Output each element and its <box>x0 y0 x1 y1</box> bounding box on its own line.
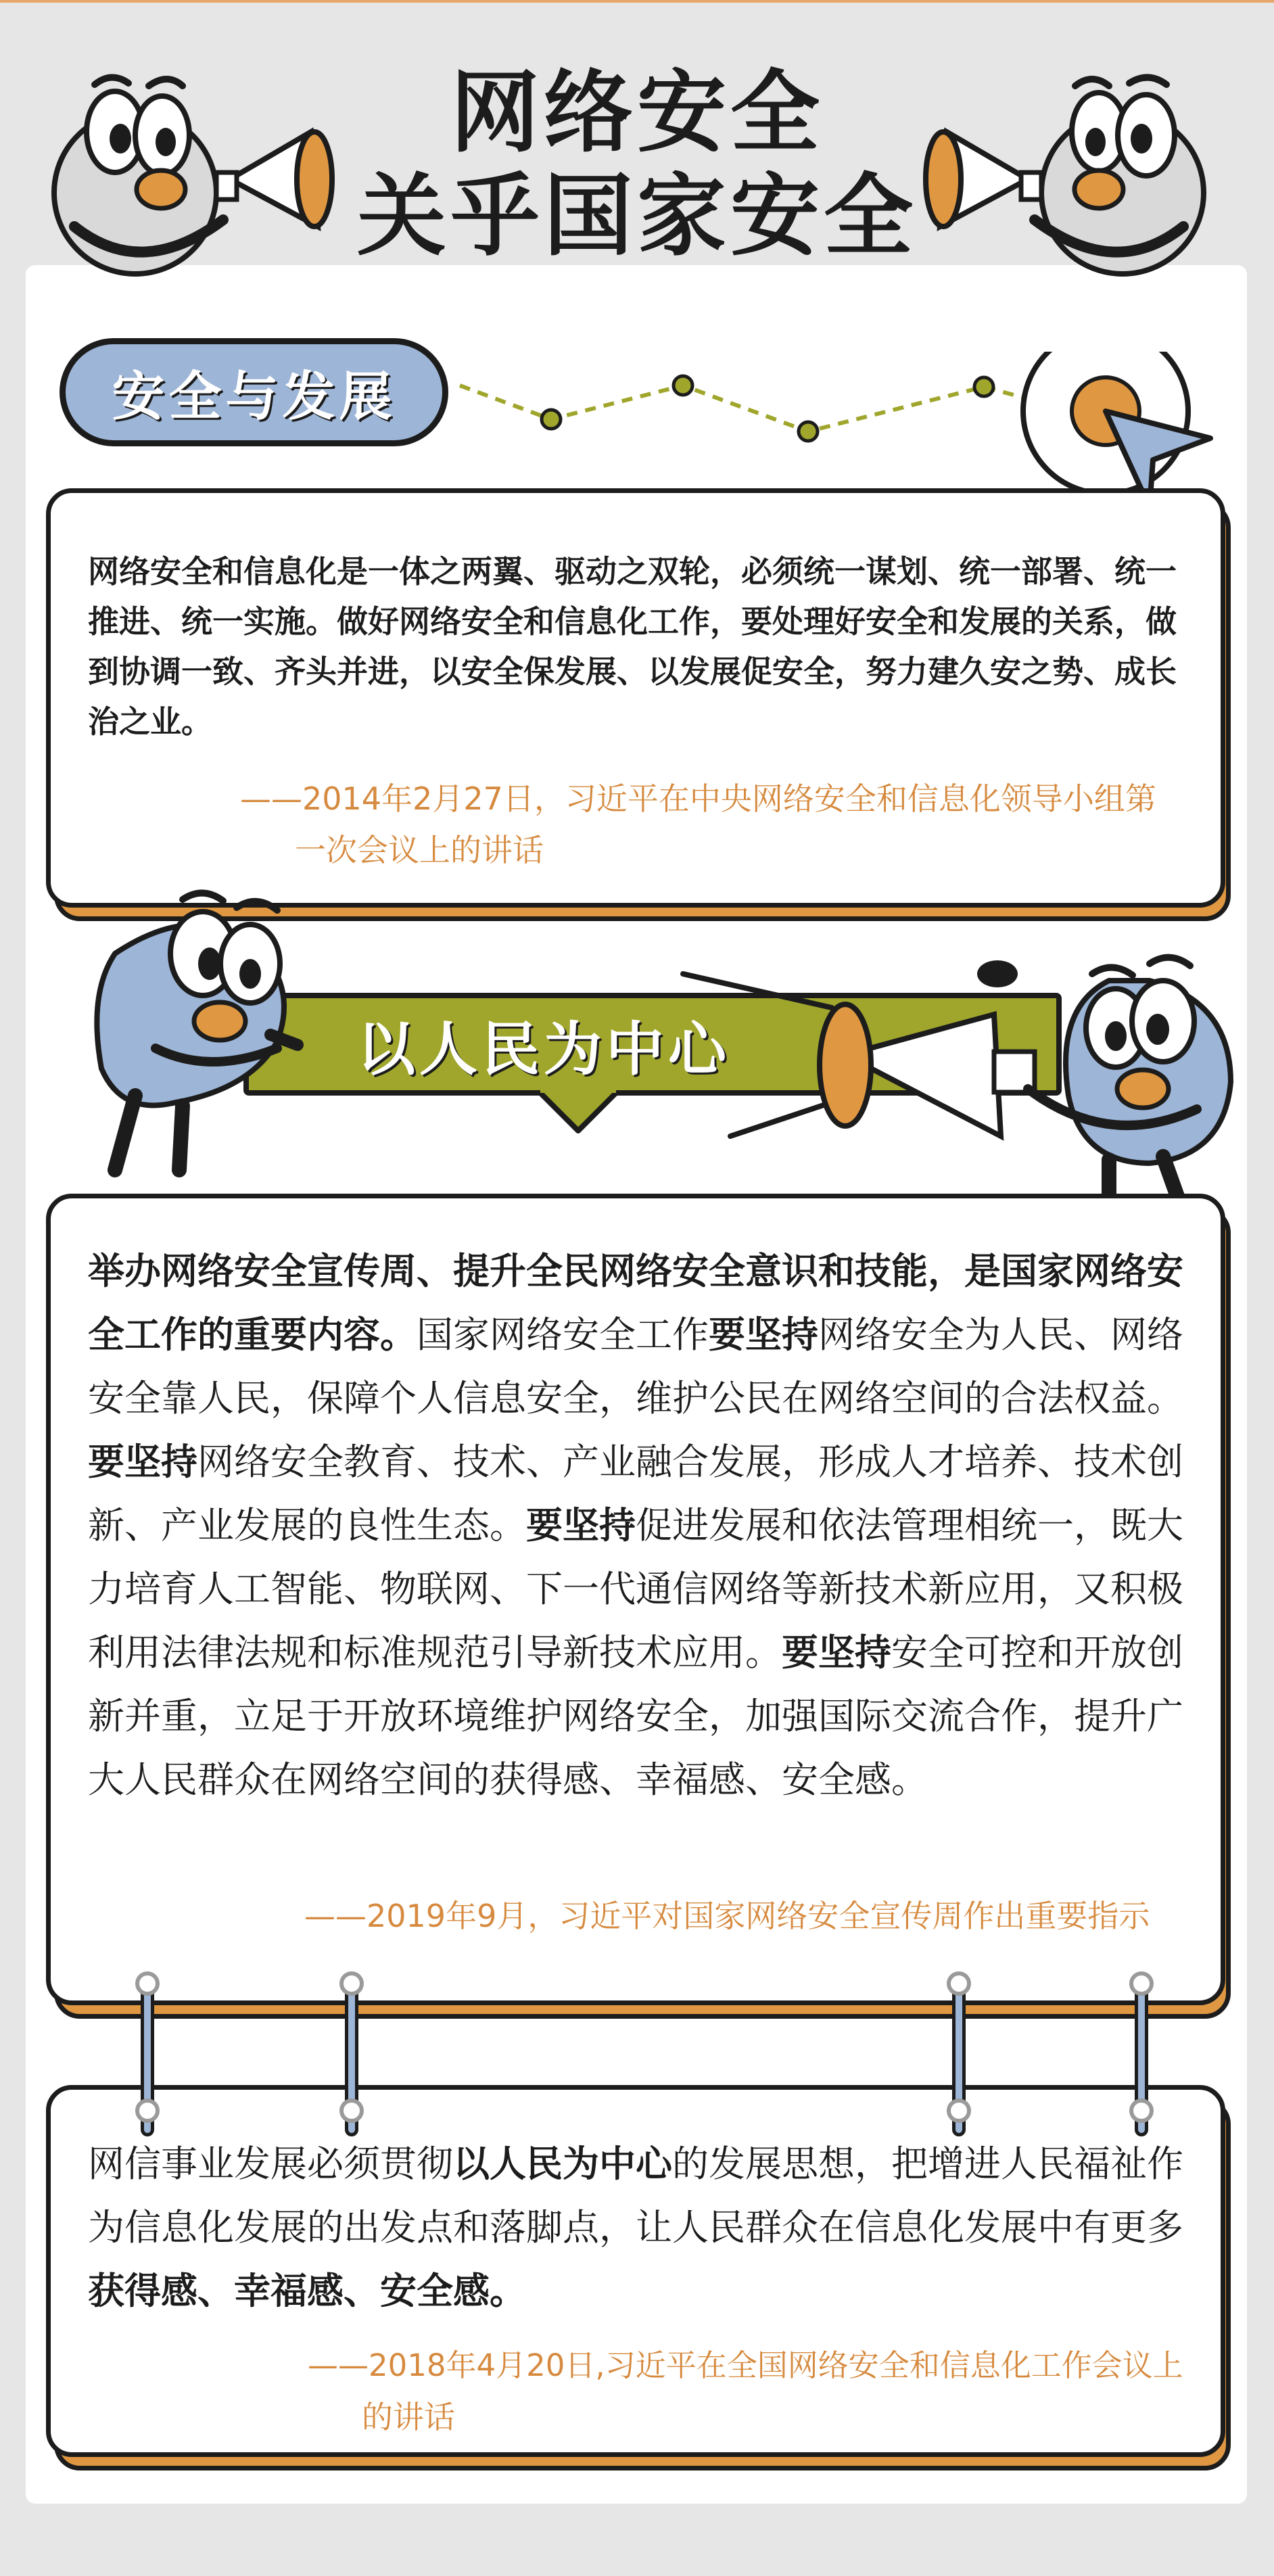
quote-source-1-line-1: ——2014年2月27日，习近平在中央网络安全和信息化领导小组第 <box>240 780 1156 817</box>
quote-source-2: ——2019年9月，习近平对国家网络安全宣传周作出重要指示 <box>304 1898 1150 1934</box>
quote-people-centered <box>88 1240 1190 1812</box>
mascot-mid-right-illustration <box>676 933 1258 1217</box>
binder-ring-2 <box>339 1971 364 2174</box>
quote-3-bold-1: 以人民为中心 <box>453 2142 672 2185</box>
quote-2-bold-4: 要坚持 <box>526 1504 636 1547</box>
binder-ring-hole-top <box>947 1971 971 1996</box>
quote-2-text-2: 网络安全为人民、网络安全靠人民，保障个人信息安全，维护公民在网络空间的合法权益。 <box>88 1313 1183 1420</box>
binder-ring-hole-top <box>1129 1971 1154 1996</box>
quote-2-text-4: 促进发展和依法管理相统一，既大力培育人工智能、物联网、下一代通信网络等新技术新应用，又积极利用法律法规和标准规范引导新技术应用。 <box>88 1504 1183 1674</box>
mascot-top-left-illustration <box>47 57 338 274</box>
top-accent-line <box>0 0 1274 3</box>
page-title-line-2: 关乎国家安全 <box>357 164 917 268</box>
quote-source-3-line-2: 的讲话 <box>362 2399 455 2435</box>
quote-2-bold-1: 举办网络安全宣传周、提升全民网络安全意识和技能，是国家网络安全工作的重要内容。 <box>88 1250 1183 1356</box>
quote-source-1-line-2: 一次会议上的讲话 <box>295 832 544 868</box>
quote-people-centered-development <box>88 2132 1190 2323</box>
quote-2-bold-3: 要坚持 <box>88 1441 197 1483</box>
binder-ring-hole-bottom <box>1129 2099 1154 2123</box>
mascot-mid-left-illustration <box>74 872 318 1197</box>
quote-3-text-1: 网信事业发展必须贯彻 <box>88 2142 453 2185</box>
quote-3-text-2: 的发展思想，把增进人民福祉作为信息化发展的出发点和落脚点，让人民群众在信息化发展中有更多 <box>88 2142 1183 2249</box>
binder-ring-hole-bottom <box>135 2099 160 2123</box>
quote-2-bold-2: 要坚持 <box>709 1313 818 1356</box>
binder-ring-hole-top <box>135 1971 160 1996</box>
binder-ring-1 <box>135 1971 160 2174</box>
banner-pointer <box>538 1090 619 1138</box>
decorative-zigzag-target <box>446 352 1244 507</box>
mascot-top-right-illustration <box>920 57 1210 274</box>
quote-source-3-line-1: ——2018年4月20日,习近平在全国网络安全和信息化工作会议上 <box>308 2347 1183 2383</box>
binder-ring-3 <box>947 1971 971 2174</box>
section-label-text: 安全与发展 <box>112 367 396 427</box>
quote-2-bold-5: 要坚持 <box>782 1631 891 1674</box>
binder-ring-4 <box>1129 1971 1154 2174</box>
quote-2-text-5: 安全可控和开放创新并重，立足于开放环境维护网络安全，加强国际交流合作，提升广大人民群众在网络空间的获得感、幸福感、安全感。 <box>88 1631 1183 1801</box>
binder-ring-hole-bottom <box>947 2099 971 2123</box>
quote-2-text-3: 网络安全教育、技术、产业融合发展，形成人才培养、技术创新、产业发展的良性生态。 <box>88 1441 1183 1547</box>
section-label-security-development <box>60 338 448 446</box>
quote-2-text-1: 国家网络安全工作 <box>417 1313 709 1356</box>
section-banner-text: 以人民为中心 <box>357 1016 730 1083</box>
binder-ring-hole-bottom <box>339 2099 364 2123</box>
binder-ring-hole-top <box>339 1971 364 1996</box>
page-title-line-1: 网络安全 <box>450 61 824 165</box>
quote-3-bold-2: 获得感、幸福感、安全感。 <box>88 2270 526 2312</box>
quote-security-development: 网络安全和信息化是一体之两翼、驱动之双轮，必须统一谋划、统一部署、统一推进、统一实施。做好网络安全和信息化工作，要处理好安全和发展的关系，做到协调一致、齐头并进，以安全保发展、以发展促安全，努力建久安之势、成长治之业。 <box>88 553 1177 740</box>
